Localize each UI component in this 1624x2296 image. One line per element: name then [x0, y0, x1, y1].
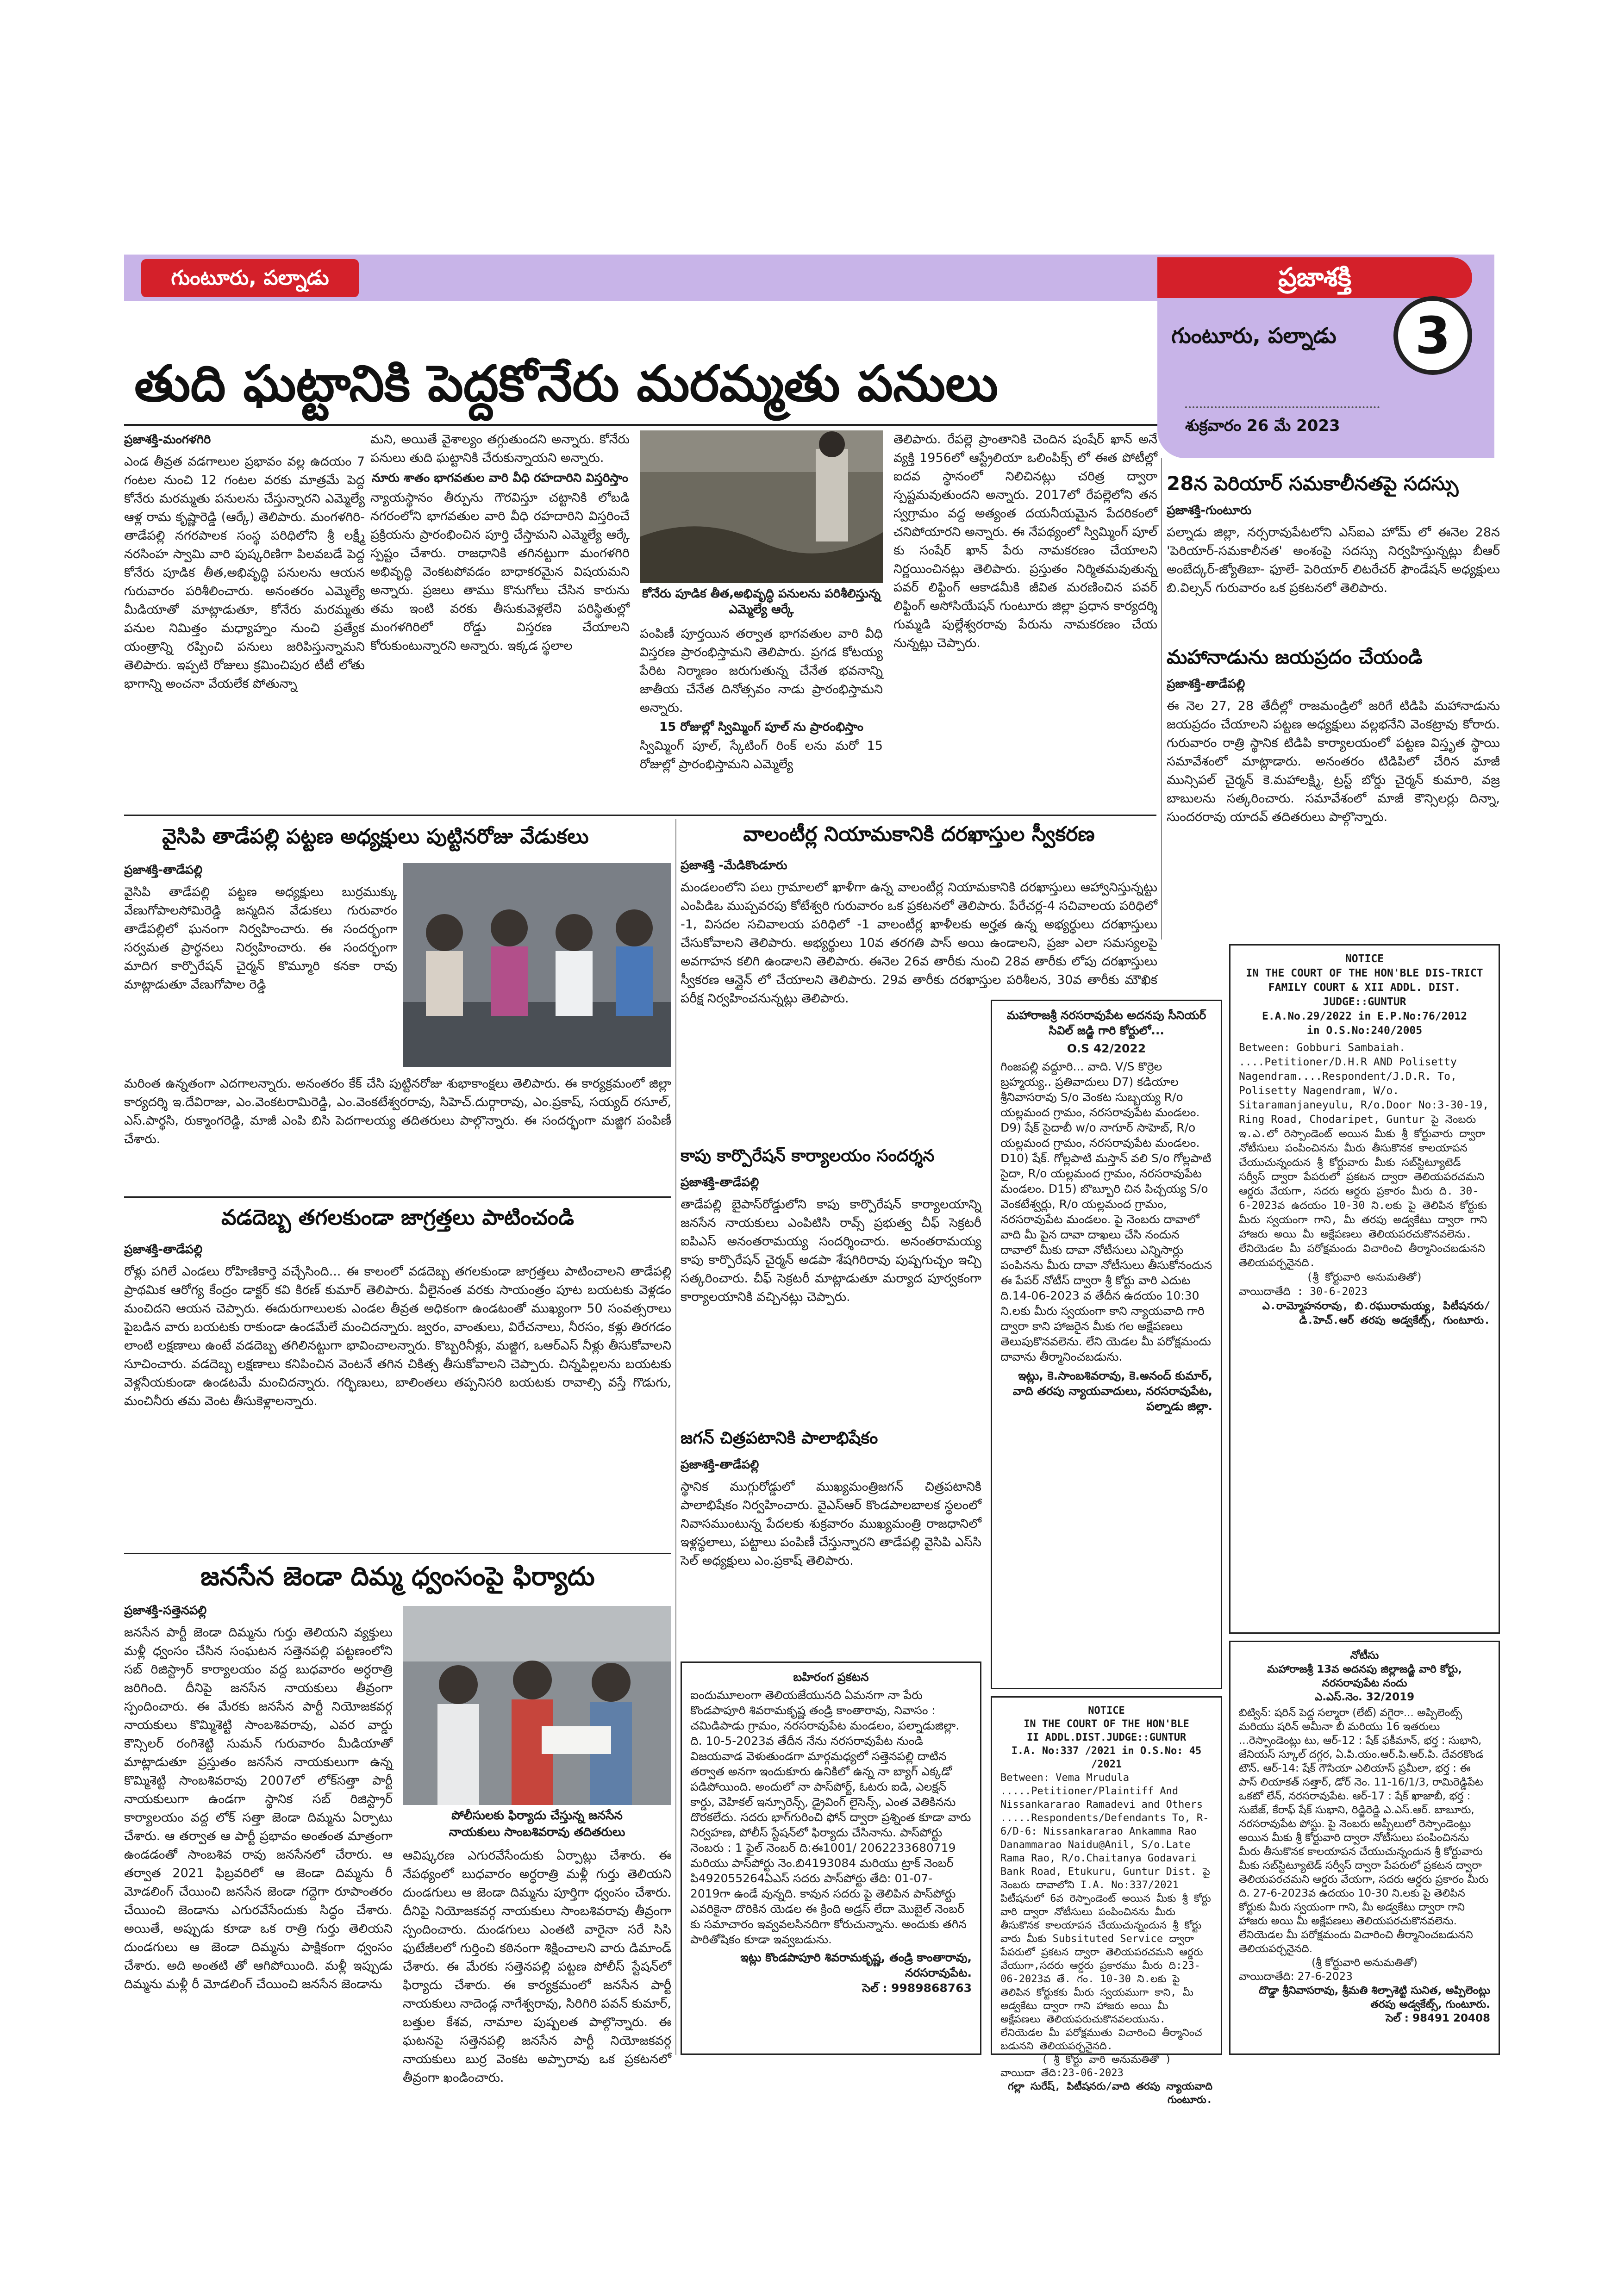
- birthday-text-full: మరింత ఉన్నతంగా ఎదగాలన్నారు. అనంతరం కేక్ చేసి పుట్టినరోజు శుభాకాంక్షలు తెలిపారు. ఈ కార్యక్రమంలో జిల్లా కార్యదర్శి ఇ.దేవిరాజు, ఎం.వెంకటరామిరెడ్డి, ఎం.వెంకటేశ్వరరావు, సిహెచ్.దుర్గారావు, ఎం.ప్రకాష్, సయ్యద్ రసూల్, ఎస్.పార్థసి, రుక్మాంగరెడ్డి, మాజీ ఎంపి బిసి పెదగాలయ్య తదితరులు పాల్గొన్నారు. ఈ సందర్భంగా మజ్జిగ పంపిణీ చేశారు.: [124, 1076, 671, 1146]
- heat-headline: వడదెబ్బ తగలకుండా జాగ్రత్తలు పాటించండి: [221, 1205, 575, 1230]
- court-c-body: బిట్విన్: షరిన్ పెద్ద సల్మారా (లేట్) వగైరా... అప్పిలెంట్స్ మరియు షరిన్ అమీనా బీ మరియు 16 ఇతరులు ...రెస్పాండెంట్లు టు, ఆర్-12 : షేక్ ఫకీమాన్, భర్త : సుభాని, జేనియస్ స్కూల్ దగ్గర, ఏ.పి.యం.ఆర్.పి.ఆర్.పి. దేవరకొండ టౌన్. ఆర్-14: షేక్ గౌసియా ఎలియాస్ ప్రమీలా, భర్త : ఈ పాస్ లియాకత్ సత్తార్, డోర్ నెం. 11-16/1/3, రామిరెడ్డిపేట ఒకటో లేన్, నరసరావుపేట. ఆర్-17 : షేక్ ఖాజాబీ, భర్త : సుబేజ్, కేరాఫ్ షేక్ సుభాని, రిడ్జిరెడ్డి ఎ.ఎస్.ఆర్. బాబూరు, నరసరావుపేట పోస్టు. పై నెంబరు అప్పీలులో రెస్పాండెంట్లు అయిన మీకు శ్రీ కోర్టువారి ద్వారా నోటీసులు పంపించినను మీరు తీసుకొనక కాలయాపన చేయుచున్నందున శ్రీ కోర్టువారు మీకు సబ్‌స్టిట్యూటెడ్ సర్వీస్ ద్వారా పేపరులో ప్రకటన ద్వారా తెలియపరచమని ఆర్డరు వేయగా, సదరు ఆర్డరు ప్రకారం మీరు ది. 27-6-2023వ ఉదయం 10-30 ని.లకు పై తెలిపిన కోర్టుకు మీరు స్వయంగా గాని, మీ అడ్వకేటు ద్వారా గాని హాజరు అయి మీ అక్షేపణలు తెలియపరచుకొనవలెను. లేనియెడల మీ పరోక్షమందు విచారించి తీర్మానించబడునని తెలియపర్చనైనది.: [1239, 1707, 1489, 1955]
- heat-text: రోళ్లు పగిలే ఎండలు రోహిణికార్తె వచ్చేసింది... ఈ కాలంలో వడదెబ్బ తగలకుండా జాగ్రత్తలు పాటించాలని తాడేపల్లి ప్రాథమిక ఆరోగ్య కేంద్రం డాక్టర్ కవి కిరణ్ కుమార్ తెలిపారు. వీలైనంత వరకు సాయంత్రం పూట బయటకు వెళ్లడం మంచిదని ఆయన చెప్పారు. ఈదురుగాలులకు ఎండల తీవ్రత అధికంగా ఉండటంతో ముఖ్యంగా 50 సంవత్సరాలు పైబడిన వారు బయటకు రాకుండా ఉండమేలే మంచిదన్నారు. జ్వరం, వాంతులు, విరేచనాలు, నీరసం, కళ్లు తిరగడం లాంటి లక్షణాలు ఉంటే వడదెబ్బ తగిలినట్టుగా భావించాలన్నారు. కొబ్బరినీళ్లు, మజ్జిగ, ఒఆర్ఎస్ నీళ్లు తీసుకోవాలని సూచించారు. వడదెబ్బ లక్షణాలు కనిపించిన వెంటనే తగిన చికిత్స తీసుకోవాలని చెప్పారు. చిన్నపిల్లలను బయటకు వెళ్లనీయకుండా ఉండటమే మంచిదన్నారు. గర్భిణులు, బాలింతలు తప్పనిసరి బయటకు రావాల్సి వస్తే గొడుగు, మంచినీరు తమ వెంట తీసుకెళ్లాలన్నారు.: [124, 1264, 671, 1408]
- birthday-headline: వైసిపి తాడేపల్లి పట్టణ అధ్యక్షులు పుట్టినరోజు వేడుకలు: [162, 825, 589, 848]
- lead-dateline: ప్రజాశక్తి-మంగళగిరి: [124, 433, 211, 447]
- heat-dateline: ప్రజాశక్తి-తాడేపల్లి: [124, 1243, 203, 1257]
- birthday-photo: [403, 863, 671, 1067]
- section-rule-4: [124, 1553, 671, 1554]
- court-b-signature: గల్లా సురేష్, పిటీషనరు/వాది తరపు న్యాయవాది గుంటూరు.: [1007, 2081, 1212, 2106]
- sidebar-story-2: [1167, 643, 1500, 944]
- lead-rule: [124, 424, 1157, 426]
- jagan-body: [681, 1456, 981, 1655]
- kapu-dateline: ప్రజాశక్తి-తాడేపల్లి: [681, 1176, 759, 1189]
- family-court-notice: [1229, 944, 1500, 1634]
- family-title-2: IN THE COURT OF THE HON'BLE DIS-TRICT FAMILY COURT & XII ADDL. DIST. JUDGE::GUNTUR: [1246, 967, 1483, 1008]
- court-a-body: గింజపల్లి వద్దూరి... వాది. V/S కొర్రెల బ్రహ్మయ్య.. ప్రతివాదులు D7) కడియాల శ్రీనివాసరావు S/o వెంకట సుబ్బయ్య R/o యల్లమంద గ్రామం, నరసరావుపేట మండలం. D9) షేక్ సైదాబీ w/o నాగూర్ సాహెబ్, R/o యల్లమంద గ్రామం, నరసరావుపేట మండలం. D10) షేక్. గోల్లపాటి మస్తాన్ వలి S/o గోల్లపాటి సైదా, R/o యల్లమంద గ్రామం, నరసరావుపేట మండలం. D15) బొబ్బూరి చిన పిచ్చయ్య S/o వెంకటేశ్వర్లు, R/o యల్లమంద గ్రామం, నరసరావుపేట మండలం. పై నెంబరు దావాలో వాది మీ పైన దావా దాఖలు చేసి నందున దావాలో మీకు దావా నోటీసులు ఎన్నిసార్లు పంపినను మీరు దావా నోటీసులు తీసుకోనందున ఈ పేపర్ నోటీస్ ద్వారా శ్రీ కోర్టు వారి ఎదుట ది.14-06-2023 వ తేదీన ఉదయం 10:30 ని.లకు మీరు స్వయంగా కాని న్యాయవాది గారి ద్వారా కాని హాజరైన మీకు గల అక్షేపణలు తెలుపుకొనవలెను. లేని యెడల మీ పరోక్షమందు దావాను తీర్మానించబడును.: [1000, 1060, 1212, 1363]
- public-notice-signature: ఇట్లు కొండపాపూరి శివరామకృష్ణ, తండ్రి కాంతారావు, నరసరావుపేట.: [740, 1951, 972, 1979]
- public-notice-body: ఐందుమూలంగా తెలియజేయునది ఏమనగా నా పేరు కొండపాపూరి శివరామకృష్ణ తండ్రి కాంతారావు, నివాసం : చమిడిపాడు గ్రామం, నరసరావుపేట మండలం, పల్నాడుజిల్లా. ది. 10-5-2023వ తేదీన నేను నరసరావుపేట నుండి విజయవాడ వెళుతుండగా మార్గమధ్యలో సత్తెనపల్లి దాటిన తర్వాత అనగా ఇందుకూరు ఉనికిలో ఉన్న నా బ్యాగ్ ఎక్కడో పడిపోయింది. అందులో నా పాస్‌పోర్ట్, ఓటరు ఐడి, ఎలక్షన్ కార్డు, వెహికల్ ఇన్సూరెన్స్, డ్రైవింగ్ లైసెన్స్, ఎంత వెతికినను దొరకలేదు. సదరు భాగ్‌గురించి ఫోన్ ద్వారా ప్రశ్నింత కూడా వారు నిర్వహణ, పోలీస్ స్టేషన్‌లో ఫిర్యాదు చేసినాను. పాస్‌పోర్టు నెంబరు : 1 ఫైల్ నెంబర్ ది:ఈ1001/ 2062233680719 మరియు పాస్‌పోర్టు నెం.బి4193084 మరియు ట్రాక్ నెంబర్ పి492055264ఏఎస్ సదరు పాస్‌పోర్టు తేది: 01-07-2019గా ఉండే వున్నది. కావున సదరు పై తెలిపిన పాస్‌పోర్టు ఎవరికైనా దొరికిన యెడల ఈ క్రింది అడ్రస్ లేదా మొబైల్ నెంబర్ కు సమాచారం ఇవ్వవలసినదిగా కోరుచున్నాను. అందుకు తగిన పారితోషికం కూడా ఇవ్వబడును.: [690, 1688, 971, 1946]
- section-rule-2: [124, 815, 1156, 816]
- court-b-date: వాయిదా తేది:23-06-2023: [1000, 2067, 1124, 2079]
- lead-col3b-text: స్విమ్మింగ్ పూల్, స్కేటింగ్ రింక్ లను మరో 15 రోజుల్లో ప్రారంభిస్తామని ఎమ్మెల్యే: [640, 739, 883, 772]
- kapu-body: [681, 1173, 981, 1423]
- lead-col1-text: ఎండ తీవ్రత వడగాలుల ప్రభావం వల్ల ఉదయం 7 గంటల నుంచి 12 గంటల వరకు మాత్రమే పెద్ద కోనేరు మరమ్మతు పనులను చేస్తున్నారని ఎమ్మెల్యే ఆళ్ల రామ కృష్ణారెడ్డి (ఆర్కే) తెలిపారు. మంగళగిరి-తాడేపల్లి నగరపాలక సంస్థ పరిధిలోని శ్రీ లక్ష్మీ నరసింహ స్వామి వారి పుష్కరిణిగా పిలవబడే పెద్ద కోనేరు పూడిక తీత,అభివృద్ధి పనులను ఆయన గురువారం పరిశీలించారు. అనంతరం ఎమ్మెల్యే మీడియాతో మాట్లాడుతూ, కోనేరు మరమ్మతు పనుల నిమిత్తం మధ్యాహ్నం నుంచి ప్రత్యేక యంత్రాన్ని రప్పించి పనులు జరిపిస్తున్నామని తెలిపారు. ఇప్పటి రోజులు క్రమించిపుర టీటీ లోతు భాగాన్ని అంచనా వేయలేక పోతున్నా: [124, 454, 365, 691]
- court-notice-b: [991, 1696, 1222, 2106]
- family-title-1: NOTICE: [1345, 953, 1384, 965]
- family-order: (శ్రీ కోర్టువారి అనుమతితో): [1306, 1271, 1423, 1283]
- issue-date: శుక్రవారం 26 మే 2023: [1185, 417, 1340, 435]
- public-notice-phone: సెల్ : 9989868763: [862, 1981, 972, 1995]
- janasena-col2-text: ఆవిష్కరణ ఎగురవేసేందుకు ఏర్పాట్లు చేశారు. ఈ నేపథ్యంలో బుధవారం అర్ధరాత్రి మళ్లీ గుర్తు తెలియని దుండగులు ఆ జెండా దిమ్మను పూర్తిగా ధ్వంసం చేశారు. దీనిపై నియోజకవర్గ నాయకులు సాంబశివరావు తీవ్రంగా స్పందించారు. దుండగులు ఎంతటి వారైనా సరే సిసి ఫుటేజీలలో గుర్తించి కఠినంగా శిక్షించాలని వారు డిమాండ్ చేశారు. ఈ మేరకు సత్తెనపల్లి పట్టణ పోలీస్ స్టేషన్‌లో ఫిర్యాదు చేశారు. ఈ కార్యక్రమంలో జనసేన పార్టీ నాయకులు నాదెండ్ల నాగేశ్వరావు, సిరిగిరి పవన్ కుమార్, బత్తుల కేశవ, నామాల పుష్పలత పాల్గొన్నారు. ఈ ఘటనపై సత్తెనపల్లి జనసేన పార్టీ నియోజకవర్గ నాయకులు బుర్ర వెంకట అప్పారావు ఒక ప్రకటనలో తీవ్రంగా ఖండించారు.: [403, 1848, 671, 2085]
- lead-photo: [640, 430, 883, 583]
- janasena-dateline: ప్రజాశక్తి-సత్తెనపల్లి: [124, 1604, 207, 1618]
- volunteer-body-2: [681, 1000, 981, 1139]
- court-c-title: నోటీసు: [1350, 1649, 1379, 1661]
- brand-logo: ప్రజాశక్తి: [1157, 257, 1472, 298]
- court-a-header: మహారాజశ్రీ నరసరావుపేట అదనపు సీనియర్ సివిల్ జడ్జి గారి కోర్టులో...: [1006, 1008, 1206, 1037]
- lead-col4-text: తెలిపారు. రేపల్లె ప్రాంతానికి చెందిన షంషేర్ ఖాన్ అనే వ్యక్తి 1956లో ఆస్ట్రేలియా ఒలింపిక్స్ లో ఈత పోటీల్లో ఐదవ స్థానంలో నిలిచినట్లు చరిత్ర ద్వారా స్పష్టమవుతుందని అన్నారు. 2017లో రేపల్లెలోని తన స్వగ్రామం వద్ద అత్యంత దయనీయమైన పేదరికంలో చనిపోయారని అన్నారు. ఈ నేపథ్యంలో స్విమ్మింగ్ పూల్ కు సంషేర్ ఖాన్ పేరు నామకరణం చేయాలని నిర్ణయించినట్లు తెలిపారు. ప్రస్తుతం నిర్మితమవుతున్న పవర్ లిఫ్టింగ్ ఆకాడమీకి జీవిత మరణించిన పవర్ లిఫ్టింగ్ అసోసియేషన్ గుంటూరు జిల్లా ప్రధాన కార్యదర్శి గుమ్మడి పుల్లేశ్వరరావు పేరును నామకరణం చేయ నున్నట్లు చెప్పారు.: [893, 432, 1157, 650]
- kapu-headline: కాపు కార్పొరేషన్ కార్యాలయం సందర్శన: [681, 1146, 935, 1165]
- lead-photo-image: [640, 430, 883, 583]
- janasena-col-1: [124, 1601, 393, 2097]
- lead-col2-text: మని, అయితే వైశాల్యం తగ్గుతుందని అన్నారు. కోనేరు పనులు తుది ఘట్టానికి చేరుకున్నాయని అన్నారు.: [370, 432, 630, 465]
- janasena-photo: [403, 1606, 671, 1805]
- column-separator-1: [675, 819, 676, 2055]
- birthday-photo-image: [403, 863, 671, 1067]
- birthday-text-left: వైసిపి తాడేపల్లి పట్టణ అధ్యక్షులు బుర్రముక్కు వేణుగోపాలసోమిరెడ్డి జన్మదిన వేడుకలు గురువారం తాడేపల్లిలో ఘనంగా నిర్వహించారు. ఈ సందర్భంగా సర్వమత ప్రార్థనలు నిర్వహించారు. ఈ సందర్భంగా మాదిగ కార్పొరేషన్ చైర్మన్ కొమ్మూరి కనకా రావు మాట్లాడుతూ వేణుగోపాల రెడ్డి: [124, 885, 397, 992]
- family-case-2: in O.S.No:240/2005: [1306, 1025, 1423, 1037]
- family-date: వాయిదాతేది : 30-6-2023: [1239, 1286, 1368, 1298]
- lead-col-3: [640, 625, 883, 801]
- janasena-photo-image: [403, 1606, 671, 1805]
- sidebar-2-text: ఈ నెల 27, 28 తేదీల్లో రాజమండ్రిలో జరిగే టిడిపి మహానాడును జయప్రదం చేయాలని పట్టణ అధ్యక్షులు వల్లభనేని వెంకట్రావు కోరారు. గురువారం రాత్రి స్థానిక టిడిపి కార్యాలయంలో పట్టణ విస్తృత స్థాయి సమావేశంలో మాట్లాడారు. అనంతరం టిడిపిలో చేరిన మాజీ మున్సిపల్ చైర్మన్ కె.మహాలక్ష్మి, ట్రస్ట్ బోర్డు చైర్మన్ కుమారి, వజ్ర బాబులను సత్కరించారు. సమావేశంలో మాజీ కౌన్సిలర్లు దిన్నా, సుందరరావు యాదవ్ తదితరులు పాల్గొన్నారు.: [1167, 699, 1500, 824]
- janasena-col-2: [403, 1847, 671, 2097]
- court-b-case: I.A. No:337 /2021 in O.S.No: 45 /2021: [1011, 1745, 1202, 1770]
- volunteer-headline: వాలంటీర్ల నియామకానికి దరఖాస్తుల స్వీకరణ: [743, 822, 1095, 846]
- birthday-dateline: ప్రజాశక్తి-తాడేపల్లి: [124, 863, 203, 877]
- birthday-body-full: [124, 1075, 671, 1190]
- court-c-date: వాయిదాతేది: 27-6-2023: [1239, 1971, 1353, 1983]
- sidebar-2-headline: మహానాడును జయప్రదం చేయండి: [1167, 646, 1423, 668]
- court-c-order: (శ్రీ కోర్టువారి అనుమతితో): [1312, 1957, 1418, 1969]
- janasena-photo-caption-1: పోలీసులకు ఫిర్యాదు చేస్తున్న జనసేన: [451, 1809, 623, 1823]
- family-signature: ఎ.రామ్మోహనరావు, బి.రఘురామయ్య, పిటీషనరు/డి.హెచ్.ఆర్ తరపు అడ్వకేట్స్, గుంటూరు.: [1262, 1300, 1490, 1326]
- janasena-headline: జనసేన జెండా దిమ్మ ధ్వంసంపై ఫిర్యాదు: [200, 1562, 595, 1592]
- lead-headline: తుది ఘట్టానికి పెద్దకోనేరు మరమ్మతు పనులు: [134, 355, 999, 413]
- lead-col2b-text: న్యాయస్థానం తీర్పును గౌరవిస్తూ చట్టానికి లోబడి నగరంలోని భాగవతుల వారి వీధి రహదారిని విస్తరించే ప్రక్రియను ప్రారంభించిన పూర్తి చేస్తామని ఎమ్మెల్యే ఆర్కే స్పష్టం చేశారు. రాజధానికి తగినట్టుగా మంగళగిరి అభివృద్ధి వెంకటపోవడం బాధాకరమైన విషయమని అన్నారు. ప్రజలు తాము కొనుగోలు చేసిన కారును తమ ఇంటి వరకు తీసుకువెళ్లలేని పరిస్థితుల్లో మంగళగిరిలో రోడ్డు విస్తరణ చేయాలని కోరుకుంటున్నారని అన్నారు. ఇక్కడ స్థలాల: [370, 491, 630, 653]
- public-notice: [681, 1661, 981, 2055]
- court-c-phone: సెల్ : 98491 20408: [1386, 2012, 1490, 2024]
- family-body: Between: Gobburi Sambaiah. ....Petitioner/D.H.R AND Polisetty Nagendram....Respondent/J.D.R. To, Polisetty Nagendram, W/o. Sitaramanjaneyulu, R/o.Door No:3-30-19, Ring Road, Chodaripet, Guntur పై నెంబరు ఇ.ఎ.లో రెస్పాండెంట్ అయిన మీకు శ్రీ కోర్టువారు ద్వారా నోటీసులు పంపించినను మీరు తీసుకొనక కాలయాపన చేయుచున్నందున శ్రీ కోర్టువారు మీకు సబ్‌స్టిట్యూటెడ్ సర్వీస్ ద్వారా పేపరులో ప్రకటన ద్వారా తెలియపరచమని ఆర్డరు వేయగా, సదరు ఆర్డరు ప్రకారం మీరు ది. 30-6-2023వ ఉదయం 10-30 ని.లకు పై తెలిపిన కోర్టుకు మీరు స్వయంగా గాని, మీ తరపు అడ్వకేటు ద్వారా గాని హాజరు అయి మీ అక్షేపణలు తెలియపరచుకొనవలెను. లేనియెడల మీ పరోక్షమందు విచారించి తీర్మానించబడునని తెలియపర్చనైనది.: [1239, 1042, 1489, 1269]
- volunteer-text: మండలంలోని పలు గ్రామాలలో ఖాళీగా ఉన్న వాలంటీర్ల నియామకానికి దరఖాస్తులు ఆహ్వానిస్తున్నట్టు ఎంపిడిఒ ముప్పవరపు కోటేశ్వరి గురువారం ఒక ప్రకటనలో తెలిపారు. పేరేచర్ల-4 సచివాలయ పరిధిలో -1, విసదల సచివాలయ పరిధిలో -1 వాలంటీర్ల ఖాళీలకు అర్హత ఉన్న అభ్యర్థులు దరఖాస్తులు చేసుకోవాలని తెలిపారు. అభ్యర్థులు 10వ తరగతి పాస్ అయి ఉండాలని, ప్రజా ఎలా సమస్యలపై అవగాహన కలిగి ఉండాలని తెలిపారు. ఈనెల 26వ తారీకు నుంచి 28వ తారీకు లోపు దరఖాస్తులు స్వీకరణ ఆన్లైన్ లో చేయాలని తెలిపారు. 29వ తారీకు దరఖాస్తుల పరిశీలన, 30వ తారీకు మౌఖిక పరీక్ష నిర్వహించనున్నట్లు తెలిపారు.: [681, 880, 1157, 1006]
- court-b-title-3: II ADDL.DIST.JUDGE::GUNTUR: [1026, 1732, 1187, 1743]
- lead-col3-text: పంపిణీ పూర్తయిన తర్వాత భాగవతుల వారి వీధి విస్తరణ ప్రారంభిస్తామని తెలిపారు. ప్రగడ కోటయ్య పేరిట నిర్మాణం జరుగుతున్న చేనేత భవనాన్ని జాతీయ చేనేత దినోత్సవం నాడు ప్రారంభిస్తామని అన్నారు.: [640, 627, 883, 715]
- lead-col-1: [124, 430, 365, 801]
- janasena-col1-text: జనసేన పార్టీ జెండా దిమ్మను గుర్తు తెలియని వ్యక్తులు మళ్లీ ధ్వంసం చేసిన సంఘటన సత్తెనపల్లి పట్టణంలోని సబ్ రిజిస్ట్రార్ కార్యాలయం వద్ద బుధవారం అర్ధరాత్రి జరిగింది. దీనిపై జనసేన నాయకులు తీవ్రంగా స్పందించారు. ఈ మేరకు జనసేన పార్టీ నియోజకవర్గ నాయకులు కొమ్మిశెట్టి సాంబశివరావు, ఎవర వార్డు కౌన్సిలర్ రంగిశెట్టి సుమన్ గురువారం మీడియాతో మాట్లాడుతూ ప్రస్తుతం జనసేన నాయకులుగా ఉన్న కొమ్మిశెట్టి సాంబశివరావు 2007లో లోక్‌సత్తా పార్టీ నాయకులుగా ఉండగా స్థానిక సబ్ రిజిస్ట్రార్ కార్యాలయం వద్ద లోక్ సత్తా జెండా దిమ్మను ఏర్పాటు చేశారు. ఆ తర్వాత ఆ పార్టీ ప్రభావం అంతంత మాత్రంగా ఉండడంతో సాంబశివ రావు జనసేనలో చేరారు. ఆ తర్వాత 2021 ఫిబ్రవరిలో ఆ జెండా దిమ్మను రీ మోడలింగ్ చేయించి జనసేన జెండా గద్దెగా రూపాంతరం చేయించి జెండాను ఎగురవేసేందుకు సిద్ధం చేశారు. అయితే, అప్పుడు కూడా ఒక రాత్రి గుర్తు తెలియని దుండగులు ఆ జెండా దిమ్మను పాక్షికంగా ధ్వంసం చేశారు. అది అంతటి తో ఆగిపోయింది. మళ్లీ ఇప్పుడు దిమ్మను మళ్లీ రీ మోడలింగ్ చేయించి జనసేన జెండాను: [124, 1625, 393, 1991]
- sidebar-1-text: పల్నాడు జిల్లా, నర్సరావుపేటలోని ఎస్ఐఎ హోమ్ లో ఈనెల 28న 'పెరియార్-సమకాలీనత' అంశంపై సదస్సు నిర్వహిస్తున్నట్లు బీఆర్ అంబేద్కర్-జ్యోతిబా- ఫూలే- పెరియార్ లిటరేచర్ ఫౌండేషన్ అధ్యక్షులు బి.విల్సన్ గురువారం ఒక ప్రకటనలో తెలిపారు.: [1167, 525, 1500, 595]
- lead-col-4: [893, 430, 1157, 801]
- region-label: గుంటూరు, పల్నాడు: [1171, 323, 1337, 348]
- jagan-dateline: ప్రజాశక్తి-తాడేపల్లి: [681, 1458, 759, 1472]
- column-separator-2: [1161, 458, 1162, 940]
- lead-photo-caption: కోనేరు పూడిక తీత,అభివృద్ధి పనులను పరిశీలిస్తున్న ఎమ్మెల్యే ఆర్కే: [642, 587, 881, 616]
- court-c-case: ఎ.ఎస్.నెం. 32/2019: [1314, 1691, 1415, 1703]
- kapu-text: తాడేపల్లి బైపాస్‌రోడ్డులోని కాపు కార్పొరేషన్ కార్యాలయాన్ని జనసేన నాయకులు ఎంపిటిసి రావ్స్ ప్రభుత్వ చీఫ్ సెక్రటరీ ఐపిఎస్ అనంతరామయ్య సందర్శించారు. అనంతరామయ్య కాపు కార్పొరేషన్ చైర్మన్ అడపా శేషగిరిరావు పుష్పగుచ్ఛం ఇచ్చి సత్కరించారు. చీఫ్ సెక్రటరీ మాట్లాడుతూ మర్యాద పూర్వకంగా కార్యాలయానికి వచ్చినట్లు చెప్పారు.: [681, 1197, 981, 1304]
- family-case-1: E.A.No.29/2022 in E.P.No:76/2012: [1262, 1010, 1468, 1022]
- court-b-order: ( శ్రీ కోర్టు వారి అనుమతితో ): [1041, 2054, 1172, 2066]
- page-number: 3: [1393, 296, 1472, 375]
- court-b-title-2: IN THE COURT OF THE HON'BLE: [1024, 1718, 1189, 1730]
- jagan-headline: జగన్ చిత్రపటానికి పాలాభిషేకం: [681, 1429, 878, 1448]
- dotted-divider: [1185, 406, 1380, 408]
- sidebar-1-headline: 28న పెరియార్ సమకాలీనతపై సదస్సు: [1167, 472, 1459, 495]
- court-b-title-1: NOTICE: [1088, 1705, 1125, 1717]
- court-notice-c: [1229, 1641, 1500, 2055]
- lead-subhead-2: 15 రోజుల్లో స్విమ్మింగ్ పూల్ ను ప్రారంభిస్తాం: [659, 720, 863, 734]
- jagan-text: స్థానిక ముగ్గురోడ్డులో ముఖ్యమంత్రిజగన్ చిత్రపటానికి పాలాభిషేకం నిర్వహించారు. వైఎస్ఆర్ కొండపాలబాలక స్థలంలో నివాసముంటున్న పేదలకు శుక్రవారం ముఖ్యమంత్రి రాజధానిలో ఇళ్లస్థలాలు, పట్టాలు పంపిణీ చేస్తున్నారని తాడేపల్లి వైసిపి ఎస్‌సి సెల్ అధ్యక్షులు ఎం.ప్రకాష్ తెలిపారు.: [681, 1480, 981, 1568]
- court-notice-a: [991, 1000, 1222, 1689]
- section-tag: గుంటూరు, పల్నాడు: [141, 259, 359, 297]
- court-c-header: మహారాజశ్రీ 13వ అదనపు జిల్లాజడ్జి వారి కోర్టు, నరసరావుపేట నందు: [1267, 1663, 1462, 1689]
- janasena-photo-caption-2: నాయకులు సాంబశివరావు తదితరులు: [449, 1825, 625, 1839]
- lead-subhead: నూరు శాతం భాగవతుల వారి వీధి రహదారిని విస్తరిస్తాం: [371, 471, 629, 485]
- public-notice-title: బహిరంగ ప్రకటన: [793, 1670, 869, 1684]
- sidebar-story-1: [1167, 470, 1500, 639]
- volunteer-body: [681, 856, 1157, 1006]
- heat-body: [124, 1240, 671, 1546]
- court-c-signature: దొడ్డా శ్రీనివాసరావు, శ్రీమతి శిల్పాశెట్టి సునిత, అప్పిలెంట్లు తరపు అడ్వకేట్స్, గుంటూరు.: [1259, 1985, 1490, 2010]
- sidebar-2-dateline: ప్రజాశక్తి-తాడేపల్లి: [1167, 677, 1245, 691]
- volunteer-dateline: ప్రజాశక్తి -మేడికొండూరు: [681, 859, 787, 872]
- court-b-body: Between: Vema Mrudula .....Petitioner/Plaintiff And Nissankararao Ramadevi and Others .....Respondents/Defendants To, R-6/D-6: Nissankararao Ankamma Rao Danammarao Naidu@Anil, S/o.Late Rama Rao, R/o.Chaitanya Godavari Bank Road, Etukuru, Guntur Dist. పై నెంబరు దావాలోని I.A. No:337/2021 పిటీషనులో 6వ రెస్పాండెంట్ అయిన మీకు శ్రీ కోర్టు వారి ద్వారా నోటీసులు పంపించినను మీరు తీసుకొనక కాలయాపన చేయుచున్నందున శ్రీ కోర్టు వారు మీకు Subsituted Service ద్వారా పేపరులో ప్రకటన ద్వారా తెలియపరచమని ఆర్డరు వేయుగా,సదరు ఆర్డరు ప్రకారము మీరు ది:23-06-2023వ తే. గం. 10-30 ని.లకు పై తెలిపిన కోర్టుకకు మీరు స్వయముగా కాని, మీ అడ్వకేటు ద్వారా గాని హాజరు అయి మీ అక్షేపణలు తెలియపరుచుకొనవలయును. లేనియెడల మీ పరోక్షముతు విచారించి తీర్మానించ బడునని తెలియపర్చనైనది.: [1000, 1772, 1211, 2052]
- sidebar-1-dateline: ప్రజాశక్తి-గుంటూరు: [1167, 504, 1252, 517]
- lead-col-2: [370, 430, 630, 801]
- court-a-case: O.S 42/2022: [1067, 1042, 1146, 1055]
- section-rule-3: [124, 1196, 671, 1198]
- court-a-signature: ఇట్లు, కె.సాంబశివరావు, కె.అనంద్ కుమార్, వాది తరపు న్యాయవాదులు, నరసరావుపేట, పల్నాడు జిల్లా.: [1012, 1369, 1212, 1413]
- birthday-body-left: [124, 861, 397, 1074]
